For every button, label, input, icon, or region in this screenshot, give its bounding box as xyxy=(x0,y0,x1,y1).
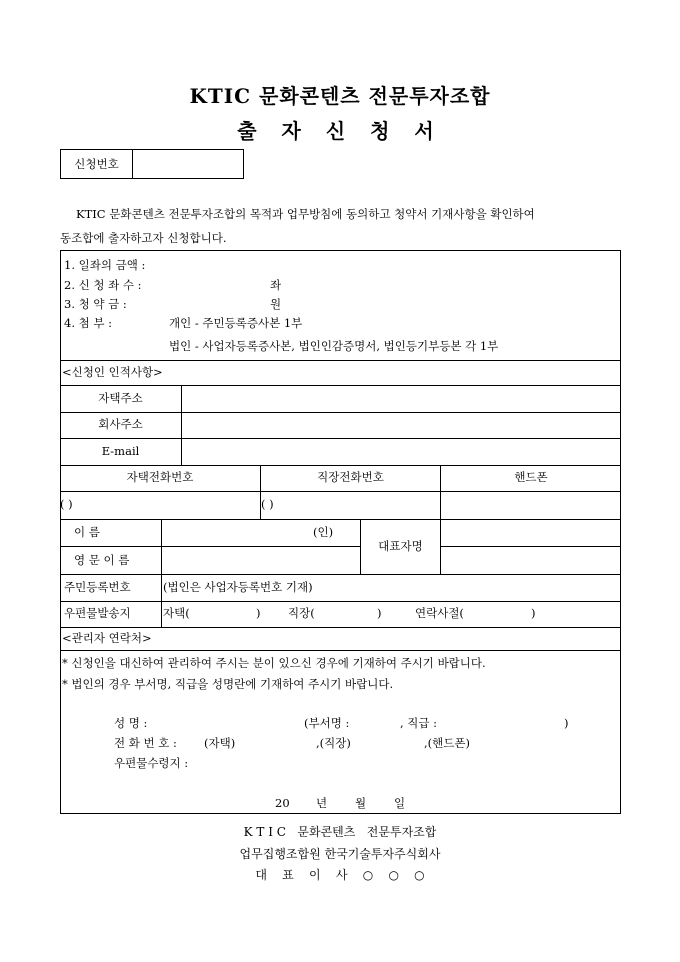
row-divider xyxy=(60,546,360,547)
mailing-home-close: ) xyxy=(256,606,261,620)
home-phone-field[interactable]: ( ) xyxy=(60,497,73,511)
resident-number-label: 주민등록번호 xyxy=(64,580,131,594)
manager-phone-mobile: ,(핸드폰) xyxy=(424,736,470,750)
application-number-field[interactable] xyxy=(133,150,247,178)
units-suffix: 좌 xyxy=(270,278,282,292)
work-phone-label: 직장전화번호 xyxy=(317,470,384,484)
mailing-contact-close: ) xyxy=(531,606,536,620)
mailing-contact-option[interactable]: 연락사절( xyxy=(415,606,464,620)
email-field[interactable] xyxy=(183,440,619,463)
manager-name-label: 성 명 : xyxy=(114,716,148,730)
payment-suffix: 원 xyxy=(270,297,282,311)
row-divider xyxy=(60,627,621,628)
application-number-label: 신청번호 xyxy=(61,150,133,178)
email-label: E-mail xyxy=(101,444,140,458)
row-divider xyxy=(60,491,621,492)
manager-phone-work: ,(직장) xyxy=(316,736,351,750)
manager-phone-label: 전 화 번 호 : xyxy=(114,736,177,750)
mailing-home-option[interactable]: 자택( xyxy=(163,606,190,620)
seal-mark: (인) xyxy=(313,525,334,539)
date-day: 일 xyxy=(394,796,406,810)
company-address-field[interactable] xyxy=(183,414,619,436)
manager-rank-close: ) xyxy=(564,716,569,730)
date-month: 월 xyxy=(355,796,367,810)
row-divider xyxy=(440,546,621,547)
row-divider xyxy=(60,601,621,602)
document-subtitle: 출 자 신 청 서 xyxy=(237,119,443,143)
footer-fund-name: K T I C 문화콘텐츠 전문투자조합 xyxy=(243,825,437,839)
row-divider xyxy=(60,650,621,651)
intro-line-1: KTIC 문화콘텐츠 전문투자조합의 목적과 업무방침에 동의하고 청약서 기재사항을 확인하여 xyxy=(76,207,535,221)
mailing-work-option[interactable]: 직장( xyxy=(288,606,315,620)
mobile-label: 핸드폰 xyxy=(514,470,548,484)
amount-label: 1. 일좌의 금액 : xyxy=(64,258,146,272)
home-phone-label: 자택전화번호 xyxy=(126,470,194,484)
mailing-label: 우편물발송지 xyxy=(64,606,131,620)
column-divider xyxy=(161,519,162,627)
mailing-work-close: ) xyxy=(377,606,382,620)
footer-gp-name: 업무집행조합원 한국기술투자주식회사 xyxy=(239,847,441,861)
applicant-section-title: <신청인 인적사항> xyxy=(62,365,163,379)
row-divider xyxy=(60,412,621,413)
resident-number-note[interactable]: (법인은 사업자등록번호 기재) xyxy=(163,580,313,594)
mobile-field[interactable] xyxy=(442,493,619,517)
footer-representative: 대 표 이 사 ○ ○ ○ xyxy=(255,868,425,882)
row-divider xyxy=(60,438,621,439)
work-phone-field[interactable]: ( ) xyxy=(261,497,274,511)
manager-note-2: * 법인의 경우 부서명, 직급을 성명란에 기재하여 주시기 바랍니다. xyxy=(62,677,394,691)
home-address-label: 자택주소 xyxy=(98,391,143,405)
english-name-label: 영 문 이 름 xyxy=(74,553,130,567)
home-address-field[interactable] xyxy=(183,387,619,410)
manager-dept-label: (부서명 : xyxy=(304,716,350,730)
payment-label: 3. 청 약 금 : xyxy=(64,297,127,311)
document-title: KTIC 문화콘텐츠 전문투자조합 xyxy=(189,84,491,108)
representative-field[interactable] xyxy=(442,521,619,545)
attachment-corporate: 법인 - 사업자등록증사본, 법인인감증명서, 법인등기부등본 각 1부 xyxy=(169,339,499,353)
column-divider xyxy=(181,385,182,465)
manager-phone-home: (자택) xyxy=(204,736,236,750)
row-divider xyxy=(60,360,621,361)
date-year: 년 xyxy=(316,796,328,810)
representative-label: 대표자명 xyxy=(378,539,423,553)
date-year-prefix: 20 xyxy=(275,796,290,810)
row-divider xyxy=(60,574,621,575)
manager-section-title: <관리자 연락처> xyxy=(62,631,152,645)
company-address-label: 회사주소 xyxy=(98,417,143,431)
attachment-individual: 개인 - 주민등록증사본 1부 xyxy=(169,316,303,330)
manager-note-1: * 신청인을 대신하여 관리하여 주시는 분이 있으신 경우에 기재하여 주시기 바랍니다. xyxy=(62,656,486,670)
units-label: 2. 신 청 좌 수 : xyxy=(64,278,142,292)
attachment-label: 4. 첨 부 : xyxy=(64,316,113,330)
manager-rank-label: , 직급 : xyxy=(400,716,438,730)
english-name-field[interactable] xyxy=(163,548,359,572)
application-number-box xyxy=(60,149,244,179)
manager-mail-label: 우편물수령지 : xyxy=(114,756,189,770)
row-divider xyxy=(60,465,621,466)
name-label: 이 름 xyxy=(74,525,100,539)
intro-line-2: 동조합에 출자하고자 신청합니다. xyxy=(60,231,227,245)
row-divider xyxy=(60,385,621,386)
row-divider xyxy=(60,519,621,520)
